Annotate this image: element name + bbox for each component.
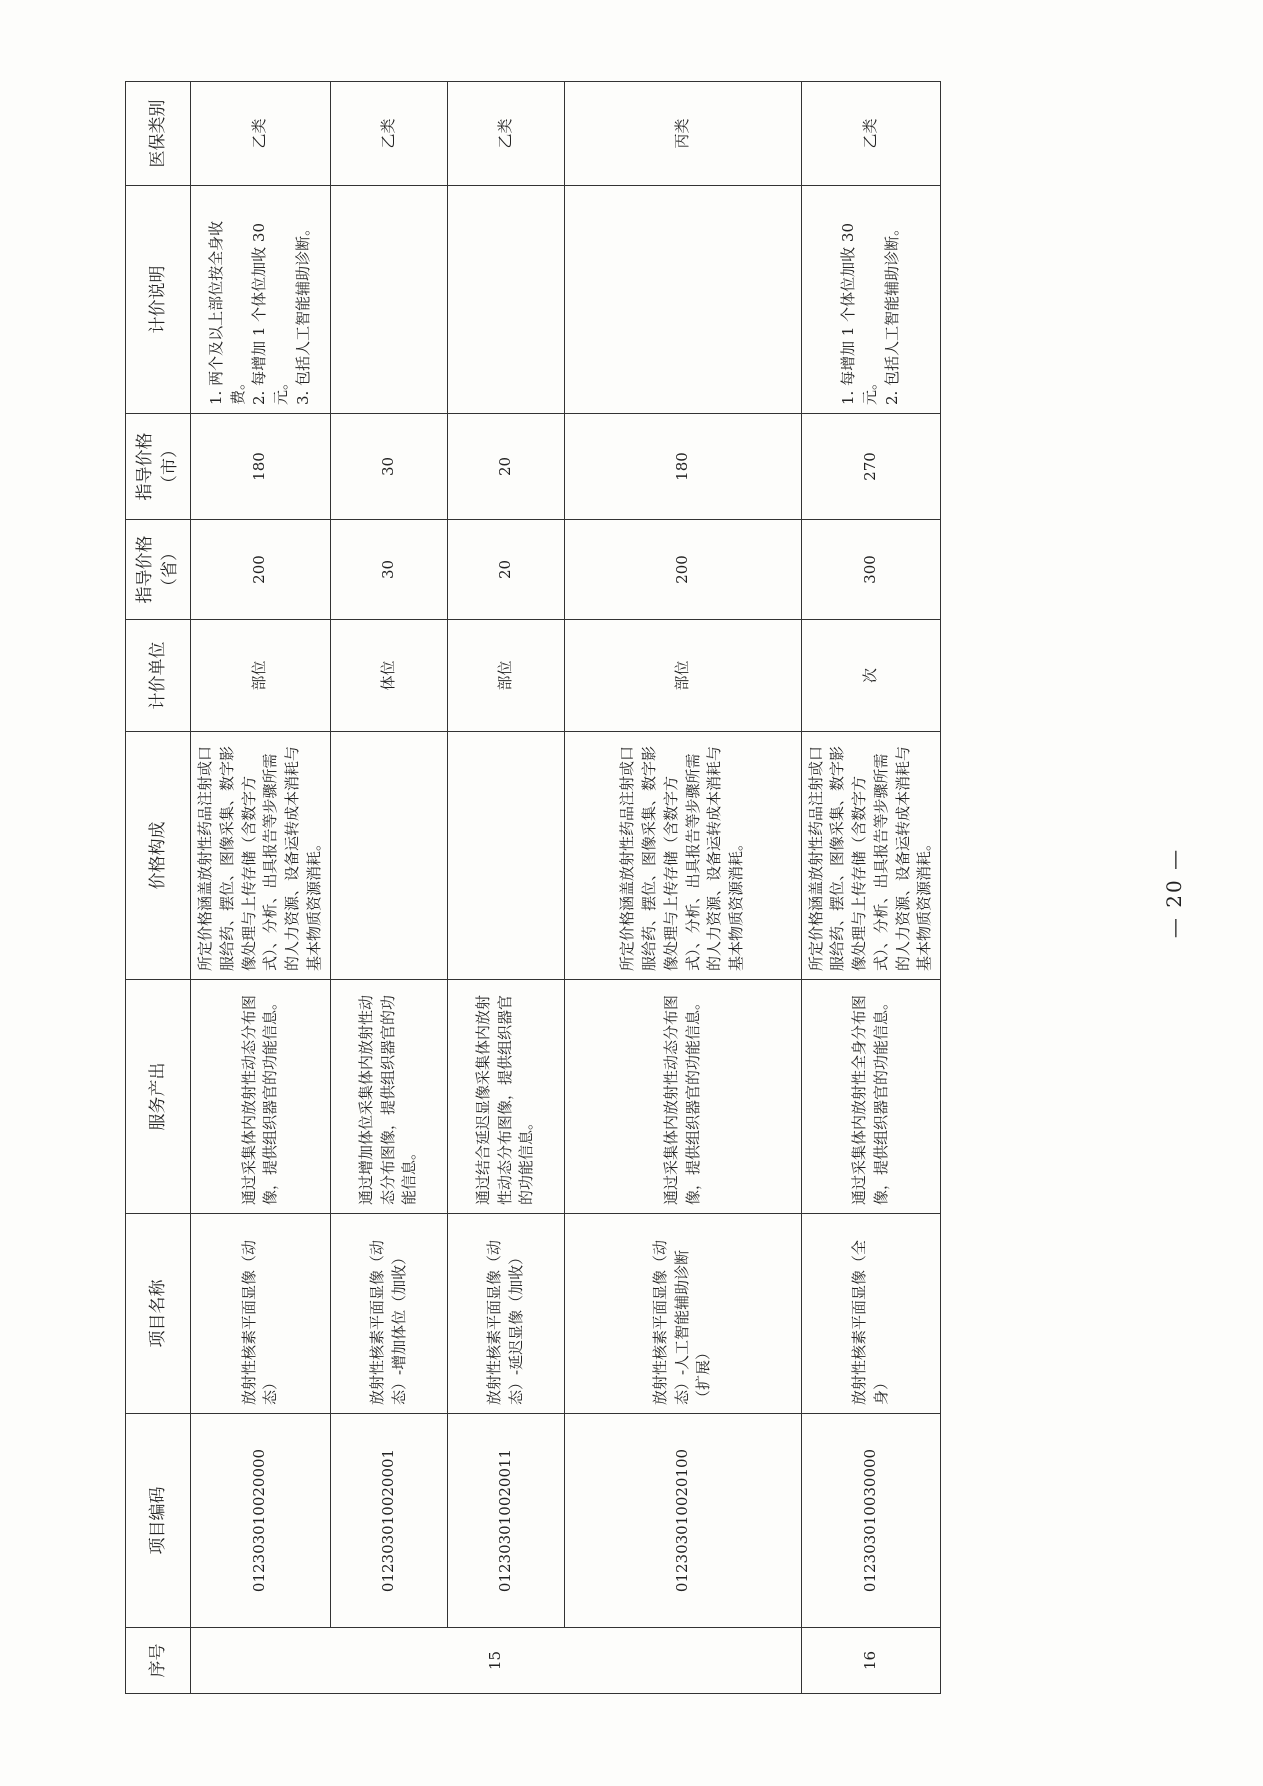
service-cell: 通过结合延迟显像采集体内放射性动态分布图像，提供组织器官的功能信息。 [447, 980, 564, 1214]
header-name: 项目名称 [126, 1214, 191, 1414]
header-price-province [126, 520, 191, 620]
table-row [447, 82, 564, 1694]
name-cell: 放射性核素平面显像（动态）-延迟显像（加收） [447, 1214, 564, 1414]
header-price-province-line1: 指导价格 [135, 535, 156, 604]
note-cell [447, 186, 564, 414]
service-cell: 通过增加体位采集体内放射性动态分布图像，提供组织器官的功能信息。 [330, 980, 447, 1214]
table-row [330, 82, 447, 1694]
seq-cell: 16 [801, 1628, 941, 1694]
page-number: — 20 — [1162, 847, 1186, 939]
code-cell: 012303010020001 [330, 1414, 447, 1628]
header-unit: 计价单位 [126, 620, 191, 732]
header-insurance: 医保类别 [126, 82, 191, 186]
price-province-cell: 20 [447, 520, 564, 620]
table-row [564, 82, 801, 1694]
note-cell: 1. 两个及以上部位按全身收费。 2. 每增加 1 个体位加收 30 元。 3. 包括人工智能辅助诊断。 [191, 186, 331, 414]
header-price-city [126, 414, 191, 520]
code-cell: 012303010020100 [564, 1414, 801, 1628]
header-price-city-line2: （市） [160, 441, 180, 492]
name-cell: 放射性核素平面显像（动态）-人工智能辅助诊断（扩展） [564, 1214, 801, 1414]
composition-cell: 所定价格涵盖放射性药品注射或口服给药、摆位、图像采集、数字影像处理与上传存储（含数字方式）、分析、出具报告等步骤所需的人力资源、设备运转成本消耗与基本物质资源消耗。 [801, 732, 941, 980]
code-cell: 012303010030000 [801, 1414, 941, 1628]
name-cell: 放射性核素平面显像（动态） [191, 1214, 331, 1414]
note-cell [330, 186, 447, 414]
price-city-cell: 270 [801, 414, 941, 520]
header-composition: 价格构成 [126, 732, 191, 980]
insurance-cell: 乙类 [330, 82, 447, 186]
header-seq: 序号 [126, 1628, 191, 1694]
price-city-cell: 180 [564, 414, 801, 520]
unit-cell: 部位 [447, 620, 564, 732]
code-cell: 012303010020000 [191, 1414, 331, 1628]
insurance-cell: 乙类 [801, 82, 941, 186]
price-city-cell: 180 [191, 414, 331, 520]
name-cell: 放射性核素平面显像（全身） [801, 1214, 941, 1414]
unit-cell: 体位 [330, 620, 447, 732]
note-cell: 1. 每增加 1 个体位加收 30 元。 2. 包括人工智能辅助诊断。 [801, 186, 941, 414]
composition-cell [330, 732, 447, 980]
header-note: 计价说明 [126, 186, 191, 414]
header-price-city-line1: 指导价格 [135, 432, 156, 501]
price-city-cell: 30 [330, 414, 447, 520]
name-cell: 放射性核素平面显像（动态）-增加体位（加收） [330, 1214, 447, 1414]
insurance-cell: 乙类 [191, 82, 331, 186]
price-province-cell: 300 [801, 520, 941, 620]
composition-cell: 所定价格涵盖放射性药品注射或口服给药、摆位、图像采集、数字影像处理与上传存储（含数字方式）、分析、出具报告等步骤所需的人力资源、设备运转成本消耗与基本物质资源消耗。 [191, 732, 331, 980]
service-cell: 通过采集体内放射性全身分布图像，提供组织器官的功能信息。 [801, 980, 941, 1214]
price-table [125, 81, 941, 1694]
service-cell: 通过采集体内放射性动态分布图像，提供组织器官的功能信息。 [191, 980, 331, 1214]
insurance-cell: 丙类 [564, 82, 801, 186]
insurance-cell: 乙类 [447, 82, 564, 186]
price-province-cell: 200 [564, 520, 801, 620]
price-province-cell: 200 [191, 520, 331, 620]
table-row [801, 82, 941, 1694]
header-service: 服务产出 [126, 980, 191, 1214]
seq-cell: 15 [191, 1628, 802, 1694]
service-cell: 通过采集体内放射性动态分布图像，提供组织器官的功能信息。 [564, 980, 801, 1214]
unit-cell: 部位 [564, 620, 801, 732]
table-row [191, 82, 331, 1694]
unit-cell: 次 [801, 620, 941, 732]
note-cell [564, 186, 801, 414]
composition-cell [447, 732, 564, 980]
price-city-cell: 20 [447, 414, 564, 520]
composition-cell: 所定价格涵盖放射性药品注射或口服给药、摆位、图像采集、数字影像处理与上传存储（含数字方式）、分析、出具报告等步骤所需的人力资源、设备运转成本消耗与基本物质资源消耗。 [564, 732, 801, 980]
header-price-province-line2: （省） [160, 544, 180, 595]
code-cell: 012303010020011 [447, 1414, 564, 1628]
table-header-row [126, 82, 191, 1694]
price-province-cell: 30 [330, 520, 447, 620]
unit-cell: 部位 [191, 620, 331, 732]
header-code: 项目编码 [126, 1414, 191, 1628]
